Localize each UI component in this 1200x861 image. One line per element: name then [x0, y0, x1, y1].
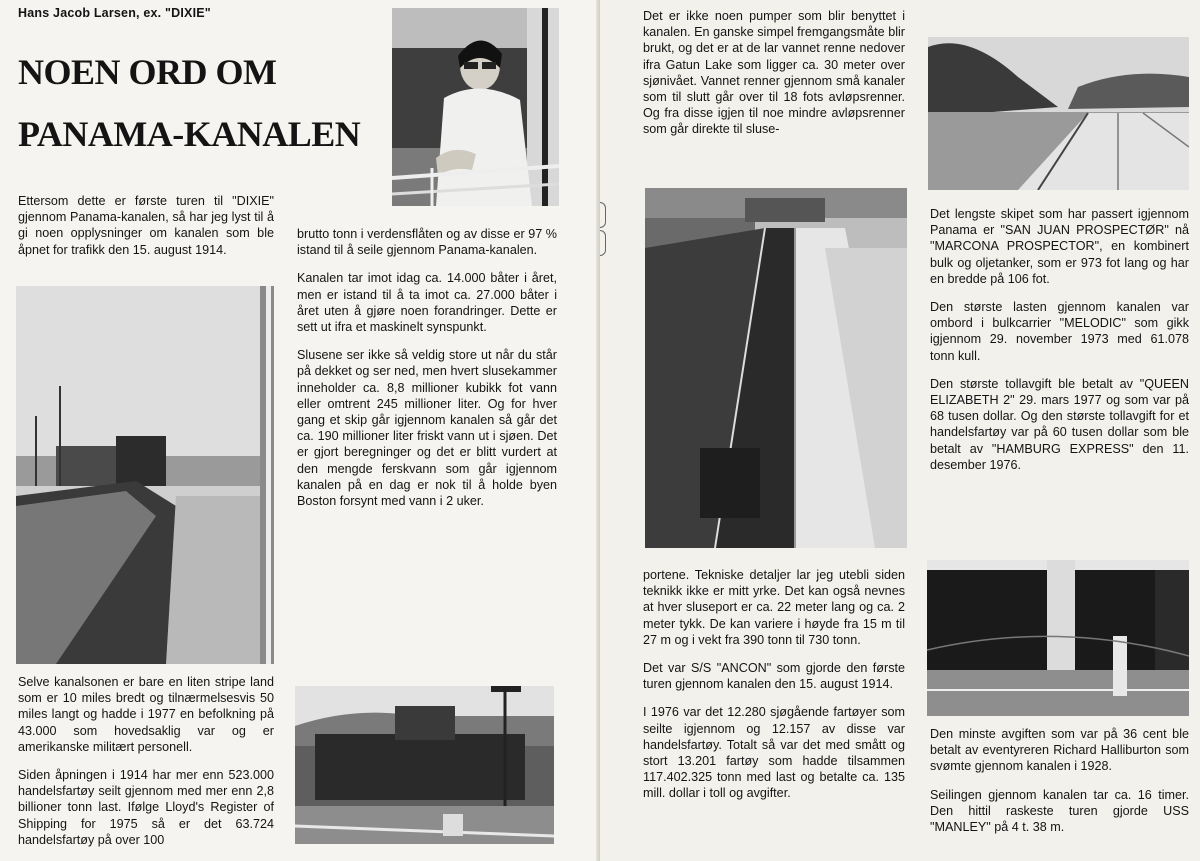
longest-ship-paragraph: Det lengste skipet som har passert igjennom Panama er "SAN JUAN PROSPECTØR" nå "MARCONA PROSPECTOR", en kombinert bulk og oljetanker, som er 973 fot lang og har en bredde på 106 fot. — [930, 207, 1189, 286]
right-column-2-bottom-text — [930, 726, 1189, 847]
headline-line-1: NOEN ORD OM — [18, 52, 277, 92]
population-paragraph: Selve kanalsonen er bare en liten stripe land som er 10 miles bredt og tilnærmelsesvis 50 miles langt og hadde i 1977 en befolkning på 43.000 som hovedsaklig var og er amerikanske militært personell. — [18, 675, 274, 754]
right-page — [600, 0, 1200, 861]
lock-gate-photo — [927, 560, 1189, 716]
vessels-paragraph: Siden åpningen i 1914 har mer enn 523.000 handelsfartøy seilt gjennom med mer enn 2,8 billioner tonn last. Ifølge Lloyd's Register of Shipping for 1975 så er det 63.724 handelsfartøy på over 100 — [18, 768, 274, 847]
locomotive-photo — [295, 686, 554, 844]
headline-line-2: PANAMA-KANALEN — [18, 114, 361, 154]
world-fleet-paragraph: brutto tonn i verdensflåten og av disse er 97 % istand til å seile gjennom Panama-kanalen. — [297, 227, 557, 258]
smallest-toll-paragraph: Den minste avgiften som var på 36 cent ble betalt av eventyreren Richard Halliburton som svømte gjennom kanalen i 1928. — [930, 727, 1189, 774]
right-column-1-text — [643, 567, 905, 814]
byline: Hans Jacob Larsen, ex. "DIXIE" — [18, 6, 211, 20]
right-column-2-text — [930, 206, 1189, 485]
transit-time-paragraph: Seilingen gjennom kanalen tar ca. 16 timer. Den hittil raskeste turen gjorde USS "MANLEY" på 4 t. 38 m. — [930, 787, 1189, 835]
right-column-1-top-text — [643, 8, 905, 150]
largest-toll-paragraph: Den største tollavgift ble betalt av "QUEEN ELIZABETH 2" 29. mars 1977 og som var på 68 tusen dollar. Og den største tollavgift for et handelsfartøy var på 60 tusen dollar som ble betalt av "HAMBURG EXPRESS" den 11. desember 1976. — [930, 376, 1189, 472]
lock-water-paragraph: Slusene ser ikke så veldig store ut når du står på dekket og ser ned, men hvert slusekammer inneholder ca. 8,8 millioner kubikk fot vann eller omtrent 245 millioner liter. Og for hver gang et skip går igjennom kanalen så går det ca. 190 millioner liter friskt vann ut i sjøen. Det er gjort beregninger og det er blitt vurdert at den mengde ferskvann som går igjennom kanalen på en dag er nok til å holde byen Boston forsynt med vann i 2 uker. — [297, 348, 557, 509]
left-column-1-text — [18, 674, 274, 860]
capacity-paragraph: Kanalen tar imot idag ca. 14.000 båter i året, men er istand til å ta imot ca. 27.000 båter i året uten å gjøre noen forandringer. Dette er sett ut ifra et maskinelt synspunkt. — [297, 271, 557, 335]
no-pumps-paragraph: Det er ikke noen pumper som blir benyttet i kanalen. En ganske simpel fremgangsmåte blir brukt, og det er at de lar vannet renne nedover ifra Gatun Lake som ligger ca. 30 meter over sjønivået. Vannet renner gjennom små kanaler som til slutt går over til 18 fots avløpsrenner. Og fra disse igjen til noe mindre avløpsrenner som går direkte til sluse- — [643, 9, 905, 137]
statistics-1976-paragraph: I 1976 var det 12.280 sjøgående fartøyer som seilte igjennom og 12.157 av disse var handelsfartøy. Totalt så var det med smått og stort 13.201 fartøy som hadde tilsammen 117.402.325 tonn med last og betalte ca. 135 mill. dollar i toll og avgifter. — [643, 705, 905, 801]
aerial-locks-photo — [645, 188, 907, 548]
gate-details-paragraph: portene. Tekniske detaljer lar jeg utebli siden teknikk ikke er mitt yrke. Det kan også nevnes at hver sluseport er ca. 22 meter lang og ca. 2 meter tykk. De kan variere i høyde fra 15 m til 27 m og i vekt fra 390 tonn til 730 tonn. — [643, 568, 905, 647]
largest-cargo-paragraph: Den største lasten gjennom kanalen var ombord i bulkcarrier "MELODIC" som gikk igjennom 29. november 1973 med 61.078 tonn kull. — [930, 300, 1189, 363]
intro-paragraph — [18, 193, 274, 270]
canal-lock-photo — [16, 286, 274, 664]
ship-deck-photo — [928, 37, 1189, 190]
ancon-paragraph: Det var S/S "ANCON" som gjorde den første turen gjennom kanalen den 15. august 1914. — [643, 661, 905, 692]
left-column-2-text — [297, 226, 557, 521]
staple-mark-top — [600, 202, 606, 228]
portrait-photo — [392, 8, 559, 206]
staple-mark-bottom — [600, 230, 606, 256]
intro-text: Ettersom dette er første turen til "DIXIE" gjennom Panama-kanalen, så har jeg lyst til å gi noen opplysninger om kanalen som ble åpnet for trafikk den 15. august 1914. — [18, 194, 274, 257]
